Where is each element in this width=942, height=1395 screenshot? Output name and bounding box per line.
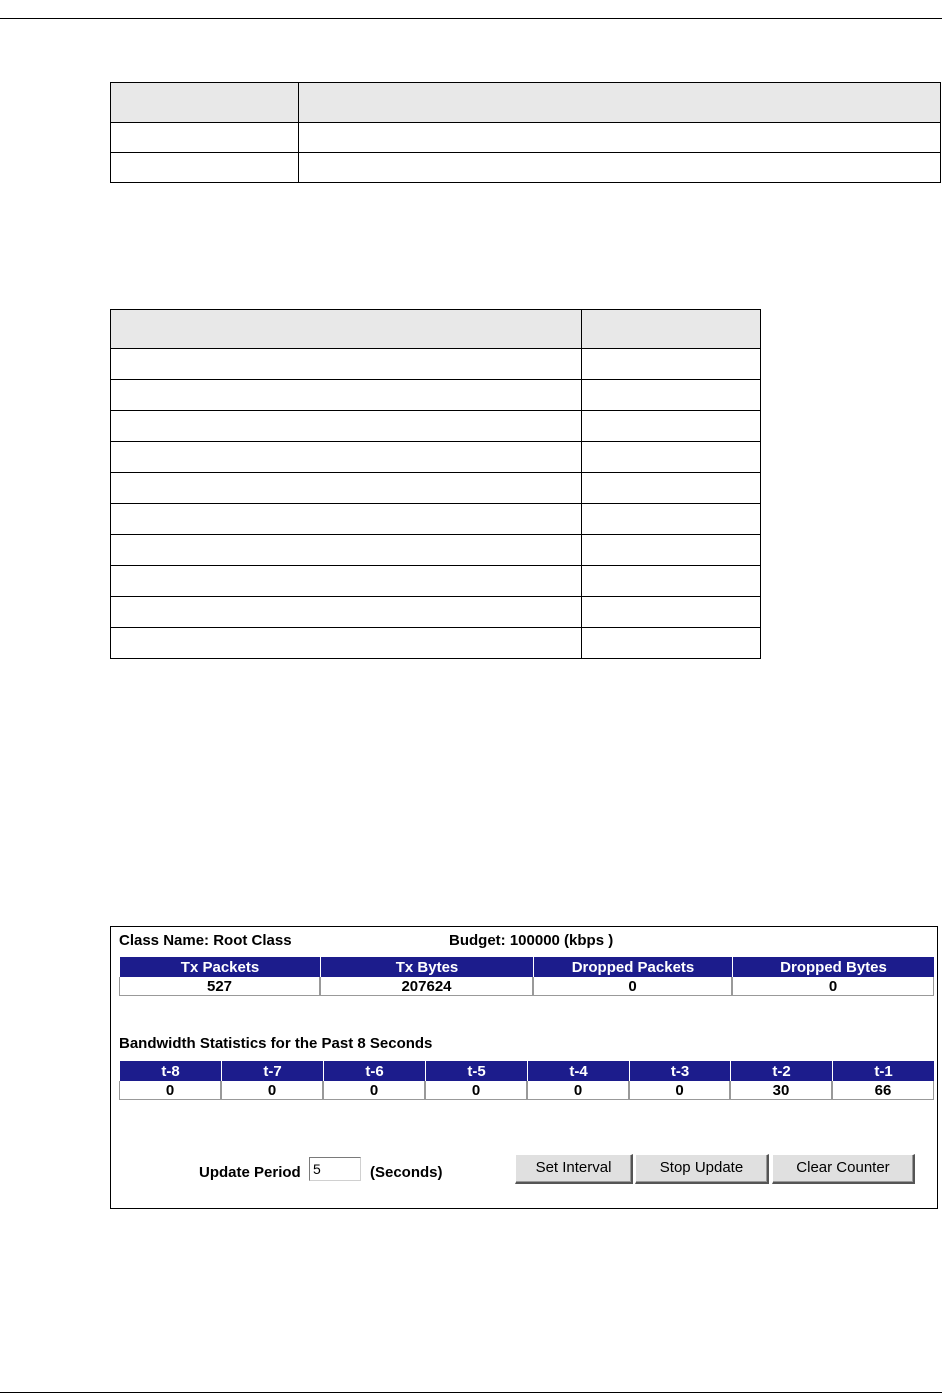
- bandwidth-value-t-2: 30: [730, 1081, 832, 1100]
- bandwidth-value-t-5: 0: [425, 1081, 527, 1100]
- table-row: [111, 380, 761, 411]
- class-name-label: Class Name: Root Class: [119, 932, 292, 949]
- table-row: [111, 153, 941, 183]
- table-row: [111, 411, 761, 442]
- column-header-t-7: t-7: [221, 1060, 323, 1081]
- table-row: [111, 597, 761, 628]
- update-period-label: Update Period: [199, 1164, 301, 1181]
- column-header-tx-bytes: Tx Bytes: [320, 956, 533, 977]
- table-row: [111, 628, 761, 659]
- table-header-row: [111, 83, 941, 123]
- traffic-statistics-table: [119, 956, 934, 996]
- column-header-t-2: t-2: [730, 1060, 832, 1081]
- section-table: [110, 309, 761, 659]
- bandwidth-value-t-8: 0: [119, 1081, 221, 1100]
- column-header-tx-packets: Tx Packets: [119, 956, 320, 977]
- table-row: [111, 123, 941, 153]
- dropped-packets-value: 0: [533, 977, 732, 996]
- tx-packets-value: 527: [119, 977, 320, 996]
- budget-label: Budget: 100000 (kbps ): [449, 932, 614, 949]
- bandwidth-value-t-1: 66: [832, 1081, 934, 1100]
- table-header-row: [111, 310, 761, 349]
- footer-rule: [0, 1392, 942, 1393]
- table-row: [111, 442, 761, 473]
- column-header-t-8: t-8: [119, 1060, 221, 1081]
- column-header-dropped-packets: Dropped Packets: [533, 956, 732, 977]
- root-class-statistics-panel: [110, 926, 938, 1209]
- bandwidth-statistics-table: [119, 1060, 934, 1100]
- table-row: [111, 504, 761, 535]
- bandwidth-value-t-7: 0: [221, 1081, 323, 1100]
- table-header-row: [119, 1060, 934, 1081]
- table-header-row: [119, 956, 934, 977]
- clear-counter-button[interactable]: Clear Counter: [772, 1154, 915, 1184]
- table-row: [119, 1081, 934, 1100]
- column-header-dropped-bytes: Dropped Bytes: [732, 956, 934, 977]
- table-row: [111, 566, 761, 597]
- update-period-input[interactable]: [309, 1157, 361, 1181]
- table-row: [111, 473, 761, 504]
- bandwidth-value-t-6: 0: [323, 1081, 425, 1100]
- bandwidth-value-t-3: 0: [629, 1081, 730, 1100]
- table-row: [111, 349, 761, 380]
- column-header-t-1: t-1: [832, 1060, 934, 1081]
- stop-update-button[interactable]: Stop Update: [635, 1154, 769, 1184]
- column-header-t-3: t-3: [629, 1060, 730, 1081]
- table-row: [119, 977, 934, 996]
- header-rule: [0, 18, 942, 19]
- column-header-t-6: t-6: [323, 1060, 425, 1081]
- column-header-t-4: t-4: [527, 1060, 629, 1081]
- dropped-bytes-value: 0: [732, 977, 934, 996]
- column-header-t-5: t-5: [425, 1060, 527, 1081]
- update-period-unit: (Seconds): [370, 1164, 443, 1181]
- set-interval-button[interactable]: Set Interval: [515, 1154, 633, 1184]
- bandwidth-value-t-4: 0: [527, 1081, 629, 1100]
- bandwidth-statistics-title: Bandwidth Statistics for the Past 8 Seconds: [119, 1035, 433, 1052]
- table-row: [111, 535, 761, 566]
- label-description-table: [110, 82, 941, 183]
- tx-bytes-value: 207624: [320, 977, 533, 996]
